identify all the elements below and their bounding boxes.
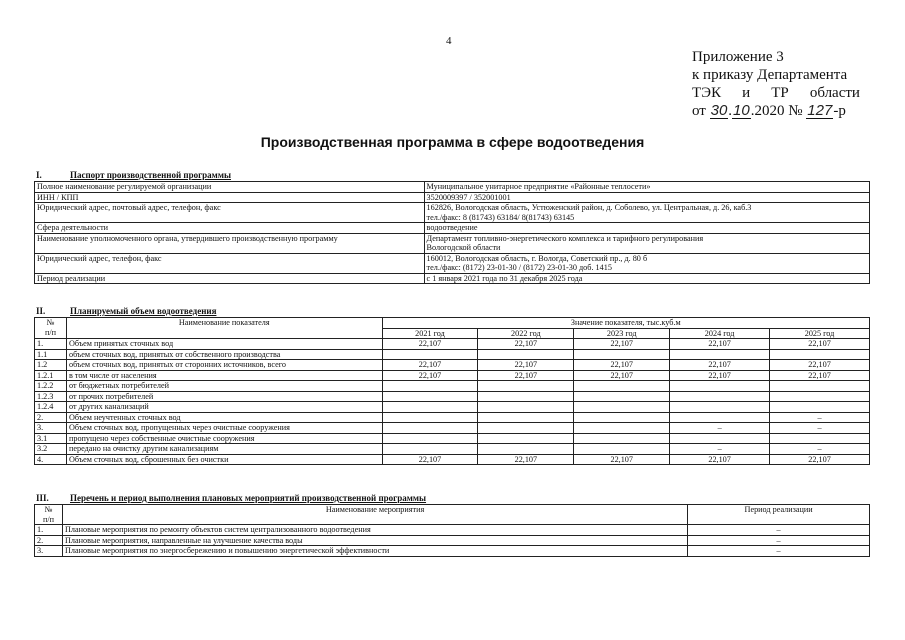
table-row xyxy=(35,433,870,444)
indicator-value: 22,107 xyxy=(478,339,574,350)
indicator-value xyxy=(382,444,478,455)
row-number: 4. xyxy=(35,454,67,465)
appendix-header xyxy=(692,48,860,120)
passport-value-line2: тел./факс: 8 (81743) 63184/ 8(81743) 63145 xyxy=(426,212,575,222)
date-prefix: от xyxy=(692,103,706,119)
indicator-value: 22,107 xyxy=(670,360,770,371)
table-row xyxy=(35,454,870,465)
row-number: 2. xyxy=(35,535,63,546)
indicator-value: 22,107 xyxy=(574,454,670,465)
indicator-name: Объем неучтенных сточных вод xyxy=(66,412,382,423)
indicator-value xyxy=(382,412,478,423)
section-title: Планируемый объем водоотведения xyxy=(70,306,217,316)
row-number: 1. xyxy=(35,339,67,350)
indicator-value: 22,107 xyxy=(670,370,770,381)
appendix-word: области xyxy=(809,85,860,101)
row-number: 1.2 xyxy=(35,360,67,371)
indicator-value xyxy=(574,412,670,423)
indicator-value xyxy=(574,349,670,360)
passport-value-cell xyxy=(424,253,869,273)
indicator-value: 22,107 xyxy=(770,370,870,381)
measure-period: – xyxy=(688,535,870,546)
indicator-value xyxy=(382,402,478,413)
indicator-value: – xyxy=(670,444,770,455)
passport-value-line2: Вологодской области xyxy=(426,243,501,252)
table-row xyxy=(35,253,870,273)
indicator-value xyxy=(670,381,770,392)
indicator-name: от других канализаций xyxy=(66,402,382,413)
table-header-row xyxy=(35,505,870,525)
indicator-name: от бюджетных потребителей xyxy=(66,381,382,392)
header-period: Период реализации xyxy=(688,505,870,525)
indicator-value xyxy=(770,349,870,360)
indicator-value: 22,107 xyxy=(574,339,670,350)
appendix-word: и xyxy=(742,85,751,101)
indicator-value xyxy=(770,402,870,413)
indicator-name: Объем сточных вод, пропущенных через очистные сооружения xyxy=(66,423,382,434)
indicator-value xyxy=(478,423,574,434)
section-number: II. xyxy=(36,306,46,316)
date-year: .2020 № xyxy=(750,103,803,119)
indicator-value: – xyxy=(770,412,870,423)
row-number: 1.2.2 xyxy=(35,381,67,392)
measure-period: – xyxy=(688,525,870,536)
indicator-value: – xyxy=(770,444,870,455)
section-title: Паспорт производственной программы xyxy=(70,170,231,180)
passport-label: Юридический адрес, телефон, факс xyxy=(35,253,425,273)
passport-table xyxy=(34,181,870,284)
table-row xyxy=(35,233,870,253)
passport-value: с 1 января 2021 года по 31 декабря 2025 года xyxy=(424,273,869,284)
table-row xyxy=(35,360,870,371)
indicator-value xyxy=(478,381,574,392)
table-row xyxy=(35,402,870,413)
row-number: 2. xyxy=(35,412,67,423)
handwritten-order-number: 127 xyxy=(807,102,833,119)
passport-label: Период реализации xyxy=(35,273,425,284)
header-measure-name: Наименование мероприятия xyxy=(62,505,687,525)
table-row xyxy=(35,444,870,455)
indicator-value: 22,107 xyxy=(382,360,478,371)
table-row xyxy=(35,370,870,381)
section-number: III. xyxy=(36,493,49,503)
header-number-sub: п/п xyxy=(42,514,54,524)
passport-value-line2: тел./факс: (8172) 23-01-30 / (8172) 23-01-30 доб. 1415 xyxy=(426,263,612,272)
header-year: 2021 год xyxy=(382,328,478,339)
passport-value: водоотведение xyxy=(424,223,869,234)
indicator-value xyxy=(770,381,870,392)
date-separator: . xyxy=(728,103,733,119)
passport-label: Сфера деятельности xyxy=(35,223,425,234)
indicator-value xyxy=(670,391,770,402)
header-year: 2025 год xyxy=(770,328,870,339)
measure-name: Плановые мероприятия по энергосбережению и повышению энергетической эффективности xyxy=(62,546,687,557)
header-year: 2022 год xyxy=(478,328,574,339)
header-number-sub: п/п xyxy=(44,327,56,337)
appendix-word: ТР xyxy=(771,85,789,101)
indicator-value xyxy=(574,433,670,444)
indicator-value: 22,107 xyxy=(574,360,670,371)
section-number: I. xyxy=(36,170,42,180)
handwritten-month: 10 xyxy=(733,102,750,119)
passport-label: Полное наименование регулируемой организации xyxy=(35,182,425,193)
appendix-line-2: к приказу Департамента xyxy=(692,67,848,83)
indicator-value xyxy=(382,391,478,402)
indicator-value: 22,107 xyxy=(670,454,770,465)
row-number: 3. xyxy=(35,423,67,434)
indicator-value xyxy=(670,402,770,413)
table-row xyxy=(35,381,870,392)
passport-value-cell xyxy=(424,203,869,223)
indicator-value: 22,107 xyxy=(382,370,478,381)
indicator-value xyxy=(478,391,574,402)
indicator-value: 22,107 xyxy=(478,360,574,371)
indicator-value xyxy=(478,412,574,423)
handwritten-day: 30 xyxy=(710,102,728,119)
measure-name: Плановые мероприятия по ремонту объектов систем централизованного водоотведения xyxy=(62,525,687,536)
table-row xyxy=(35,546,870,557)
row-number: 3. xyxy=(35,546,63,557)
indicator-value xyxy=(574,423,670,434)
indicator-name: пропущено через собственные очистные сооружения xyxy=(66,433,382,444)
table-row xyxy=(35,192,870,203)
passport-value: 3520009397 / 352001001 xyxy=(424,192,869,203)
indicator-value: 22,107 xyxy=(382,339,478,350)
passport-value: 162826, Вологодская область, Устюженский район, д. Соболево, ул. Центральная, д. 26, каб.3 xyxy=(426,203,752,212)
measure-name: Плановые мероприятия, направленные на улучшение качества воды xyxy=(62,535,687,546)
appendix-word: ТЭК xyxy=(692,85,722,101)
header-number: № xyxy=(44,505,53,514)
appendix-date-line xyxy=(692,102,860,120)
passport-label: ИНН / КПП xyxy=(35,192,425,203)
indicator-value: 22,107 xyxy=(574,370,670,381)
indicator-value xyxy=(382,433,478,444)
indicator-value xyxy=(574,402,670,413)
table-row xyxy=(35,203,870,223)
table-row xyxy=(35,423,870,434)
indicator-value: – xyxy=(670,423,770,434)
section-title: Перечень и период выполнения плановых мероприятий производственной программы xyxy=(70,493,427,503)
table-row xyxy=(35,273,870,284)
passport-label: Наименование уполномоченного органа, утвердившего производственную программу xyxy=(35,233,425,253)
indicator-value xyxy=(770,433,870,444)
indicator-name: объем сточных вод, принятых от сторонних источников, всего xyxy=(66,360,382,371)
indicator-value xyxy=(670,412,770,423)
table-row xyxy=(35,535,870,546)
passport-label: Юридический адрес, почтовый адрес, телефон, факс xyxy=(35,203,425,223)
indicator-value: 22,107 xyxy=(478,454,574,465)
header-number-cell xyxy=(35,505,63,525)
table-row xyxy=(35,349,870,360)
appendix-line-1: Приложение 3 xyxy=(692,49,784,65)
row-number: 1.1 xyxy=(35,349,67,360)
indicator-value xyxy=(382,423,478,434)
indicator-value: 22,107 xyxy=(478,370,574,381)
indicator-value xyxy=(574,444,670,455)
table-row xyxy=(35,182,870,193)
header-value: Значение показателя, тыс.куб.м xyxy=(382,318,869,329)
passport-value: Департамент топливно-энергетического комплекса и тарифного регулирования xyxy=(426,233,704,243)
header-year: 2024 год xyxy=(670,328,770,339)
indicator-value xyxy=(478,349,574,360)
table-row xyxy=(35,339,870,350)
indicator-value: 22,107 xyxy=(770,360,870,371)
section-2-heading xyxy=(36,306,216,316)
row-number: 3.2 xyxy=(35,444,67,455)
row-number: 1.2.1 xyxy=(35,370,67,381)
indicator-value: 22,107 xyxy=(770,454,870,465)
header-number: № xyxy=(46,318,55,327)
table-header-row xyxy=(35,318,870,329)
table-row xyxy=(35,525,870,536)
order-suffix: -р xyxy=(833,103,846,119)
document-title: Производственная программа в сфере водоотведения xyxy=(260,134,645,150)
passport-value: Муниципальное унитарное предприятие «Районные теплосети» xyxy=(424,182,869,193)
indicator-name: передано на очистку другим канализациям xyxy=(66,444,382,455)
table-row xyxy=(35,223,870,234)
indicator-value xyxy=(574,391,670,402)
table-row xyxy=(35,391,870,402)
indicator-value: 22,107 xyxy=(382,454,478,465)
volume-table xyxy=(34,317,870,465)
page-number: 4 xyxy=(446,35,452,47)
indicator-value xyxy=(670,349,770,360)
indicator-value xyxy=(574,381,670,392)
measure-period: – xyxy=(688,546,870,557)
indicator-value xyxy=(478,444,574,455)
indicator-value xyxy=(670,433,770,444)
passport-value: 160012, Вологодская область, г. Вологда, Советский пр., д. 80 б xyxy=(426,253,648,263)
passport-value-cell xyxy=(424,233,869,253)
header-year: 2023 год xyxy=(574,328,670,339)
header-number-cell xyxy=(35,318,67,339)
indicator-value xyxy=(382,349,478,360)
section-3-heading xyxy=(36,493,426,503)
indicator-name: Объем принятых сточных вод xyxy=(66,339,382,350)
indicator-value: – xyxy=(770,423,870,434)
indicator-value: 22,107 xyxy=(670,339,770,350)
row-number: 1.2.3 xyxy=(35,391,67,402)
indicator-value xyxy=(770,391,870,402)
measures-table xyxy=(34,504,870,557)
indicator-value xyxy=(478,402,574,413)
indicator-value: 22,107 xyxy=(770,339,870,350)
table-row xyxy=(35,412,870,423)
row-number: 3.1 xyxy=(35,433,67,444)
header-indicator-name: Наименование показателя xyxy=(66,318,382,339)
indicator-name: объем сточных вод, принятых от собственного производства xyxy=(66,349,382,360)
row-number: 1. xyxy=(35,525,63,536)
section-1-heading xyxy=(36,170,231,180)
row-number: 1.2.4 xyxy=(35,402,67,413)
indicator-name: в том числе от населения xyxy=(66,370,382,381)
indicator-value xyxy=(382,381,478,392)
indicator-name: Объем сточных вод, сброшенных без очистки xyxy=(66,454,382,465)
indicator-value xyxy=(478,433,574,444)
indicator-name: от прочих потребителей xyxy=(66,391,382,402)
appendix-line-3 xyxy=(692,84,860,102)
